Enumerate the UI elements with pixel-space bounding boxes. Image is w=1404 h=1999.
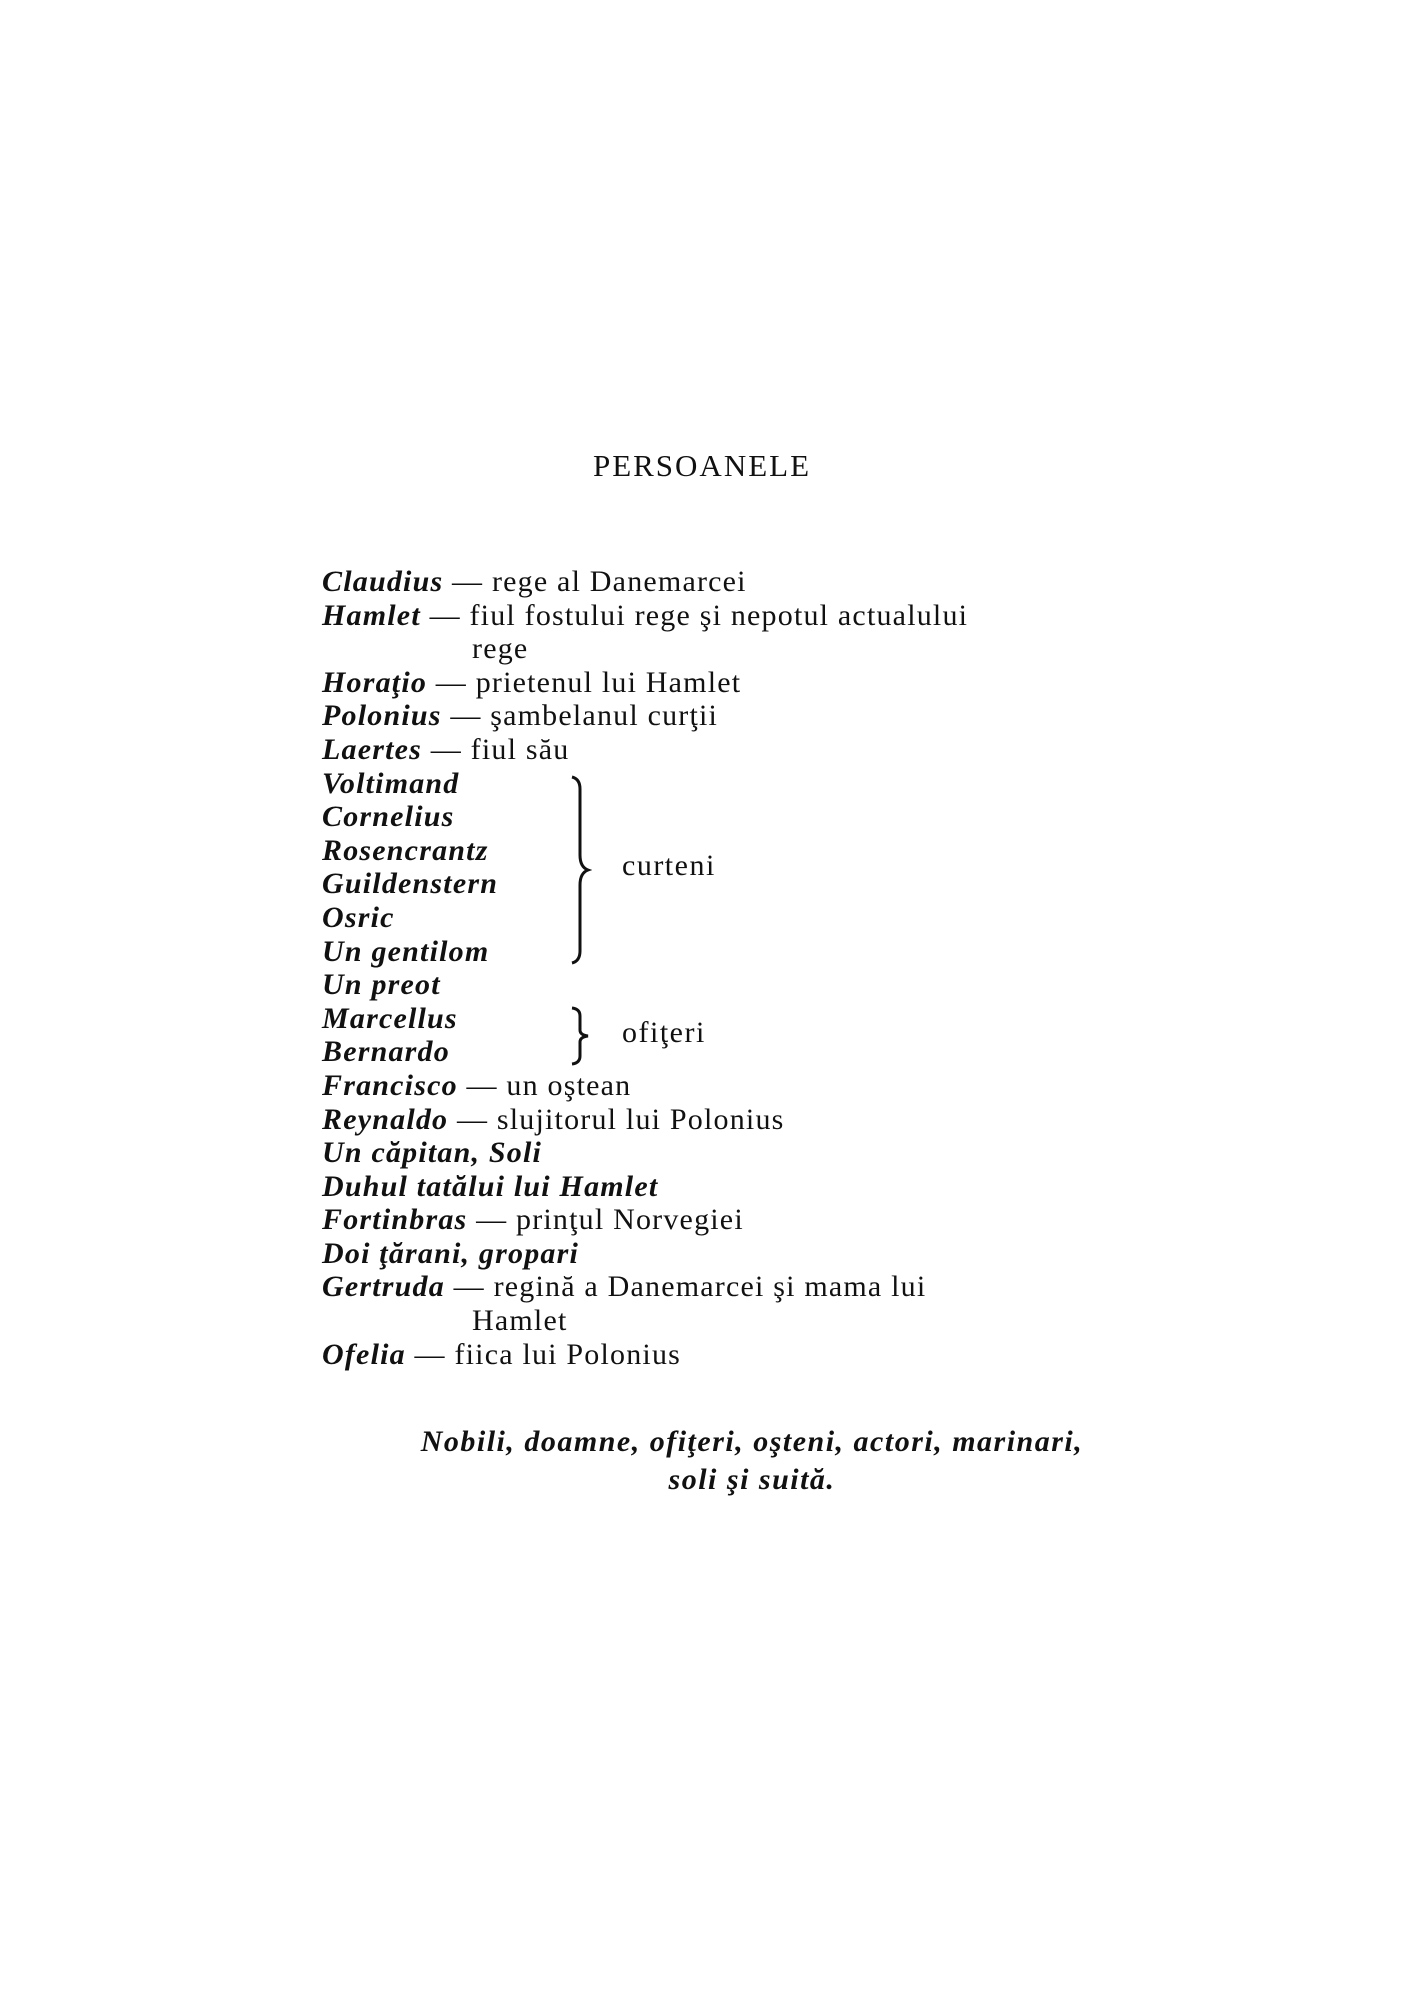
cast-entry-fortinbras: [322, 1203, 1202, 1237]
dash: —: [456, 1102, 489, 1136]
character-description: prinţul Norvegiei: [516, 1203, 744, 1237]
cast-entry-continuation: Hamlet: [472, 1304, 568, 1338]
cast-entry-gertruda: [322, 1270, 1202, 1304]
dash: —: [476, 1203, 508, 1237]
cast-entry-laertes: [322, 733, 1202, 767]
cast-entry-horatio: [322, 666, 1202, 700]
character-description: prietenul lui Hamlet: [475, 665, 742, 699]
character-name: Rosencrantz: [322, 833, 489, 867]
footer-extras: [322, 1423, 1182, 1499]
character-description: un oştean: [506, 1068, 632, 1102]
character-description: fiul său: [470, 732, 570, 766]
dash: —: [414, 1337, 446, 1371]
character-name: Marcellus: [322, 1001, 458, 1035]
cast-entry-continuation: rege: [472, 632, 529, 666]
cast-entry-hamlet: [322, 599, 1202, 633]
character-description: slujitorul lui Polonius: [496, 1102, 785, 1136]
character-name: Laertes: [322, 732, 423, 766]
character-name: Ofelia: [322, 1337, 406, 1371]
footer-line: Nobili, doamne, ofiţeri, oşteni, actori, marinari,: [420, 1425, 1084, 1458]
character-name: Bernardo: [322, 1035, 450, 1069]
cast-entry-francisco: [322, 1069, 1202, 1103]
dash: —: [429, 598, 461, 632]
curly-brace-icon: [568, 775, 592, 965]
character-name: Gertruda: [322, 1270, 445, 1304]
character-name: Polonius: [322, 699, 442, 733]
character-description: regină a Danemarcei şi mama lui: [493, 1270, 927, 1304]
cast-entry-polonius: [322, 699, 1202, 733]
group-label-officers: ofiţeri: [622, 1015, 706, 1049]
cast-entry-ofelia: [322, 1338, 1202, 1372]
page-title: PERSOANELE: [592, 448, 812, 483]
dash: —: [450, 699, 482, 733]
curly-brace-icon: [568, 1006, 592, 1066]
cast-entry-captain: Un căpitan, Soli: [322, 1136, 543, 1170]
character-name: Cornelius: [322, 800, 455, 834]
cast-entry-priest: Un preot: [322, 968, 441, 1002]
character-description: fiul fostului rege şi nepotul actualului: [469, 598, 969, 632]
officers-group: [322, 1002, 1202, 1069]
character-name: Hamlet: [322, 598, 421, 632]
character-name: Francisco: [322, 1068, 458, 1102]
dash: —: [453, 1270, 485, 1304]
character-name: Reynaldo: [322, 1102, 449, 1136]
character-name: Horaţio: [322, 665, 428, 699]
cast-list: [322, 565, 1202, 1371]
dash: —: [430, 732, 462, 766]
footer-line: soli şi suită.: [668, 1463, 836, 1496]
character-name: Fortinbras: [322, 1203, 468, 1237]
character-description: rege al Danemarcei: [491, 565, 747, 598]
character-description: şambelanul curţii: [490, 699, 719, 733]
dash: —: [435, 665, 467, 699]
character-name: Claudius: [322, 565, 444, 598]
character-name: Un gentilom: [322, 934, 490, 968]
dash: —: [466, 1068, 498, 1102]
courtiers-group: [322, 767, 1202, 969]
cast-entry-reynaldo: [322, 1103, 1202, 1137]
cast-entry-ghost: Duhul tatălui lui Hamlet: [322, 1169, 659, 1203]
group-label-courtiers: curteni: [622, 848, 716, 882]
character-name: Voltimand: [322, 766, 460, 800]
cast-entry-claudius: [322, 565, 1202, 599]
character-name: Guildenstern: [322, 867, 499, 901]
character-name: Osric: [322, 900, 395, 934]
cast-entry-gravediggers: Doi ţărani, gropari: [322, 1236, 580, 1270]
character-description: fiica lui Polonius: [454, 1337, 682, 1371]
dash: —: [452, 565, 484, 598]
